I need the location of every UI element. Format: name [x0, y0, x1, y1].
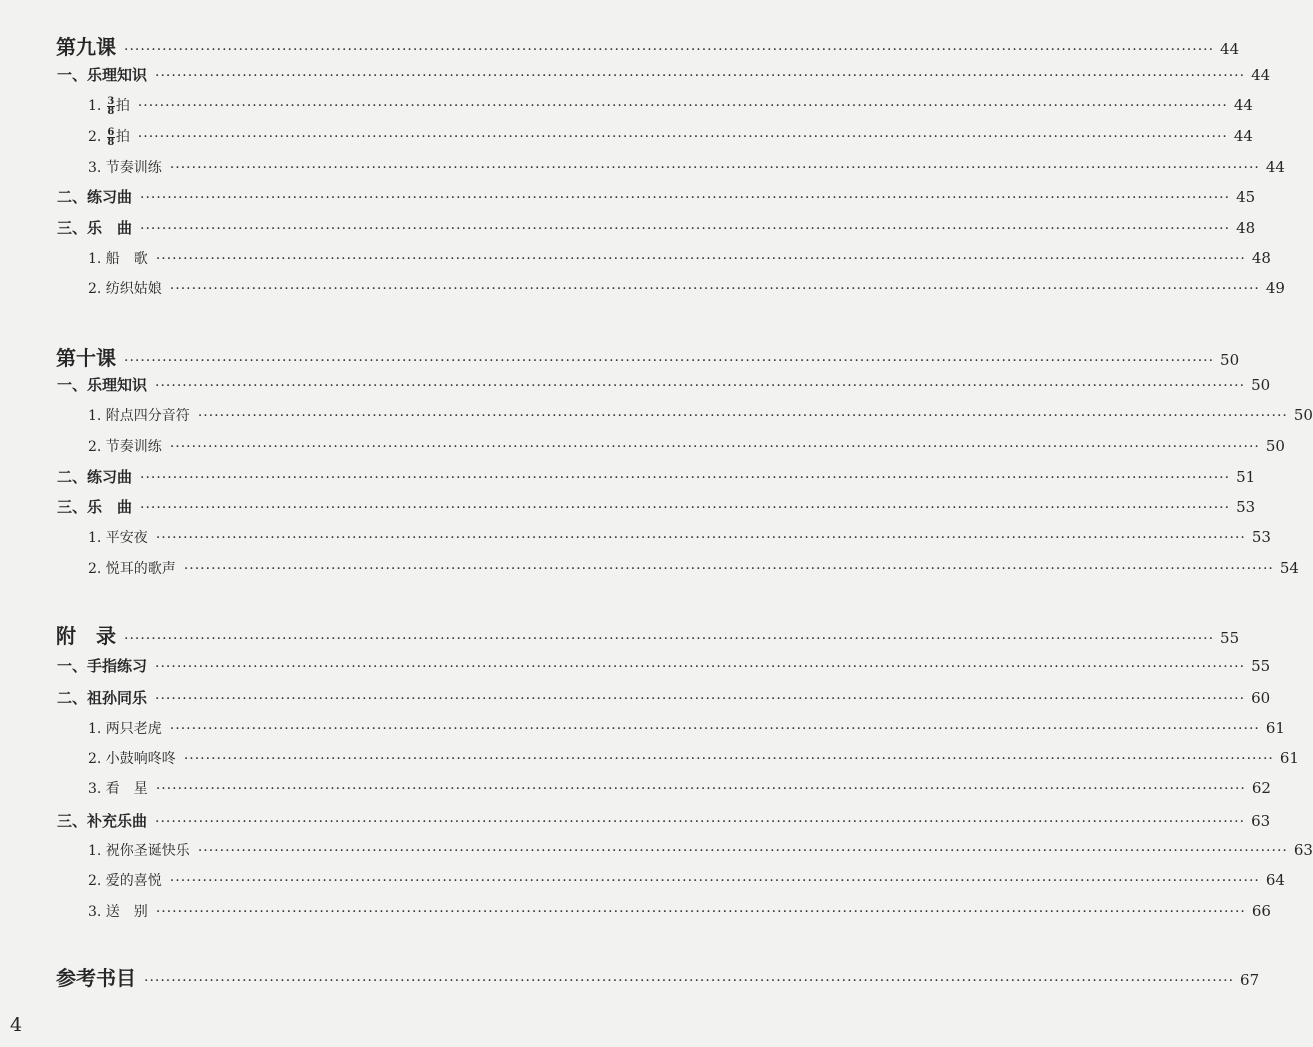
toc-item — [0, 405, 1313, 425]
toc-page-number: 45 — [1236, 188, 1256, 206]
toc-item — [0, 778, 1271, 798]
toc-page-number: 53 — [1236, 498, 1256, 516]
dot-leader: ········································································································································································································ — [155, 781, 1246, 797]
dot-leader: ········································································································································································································ — [197, 843, 1288, 859]
dot-leader: ········································································································································································································ — [144, 973, 1235, 989]
toc-entry-label: 3. 送 别 — [88, 904, 148, 920]
toc-section — [0, 466, 1256, 487]
toc-entry-label: 2. 悦耳的歌声 — [88, 561, 176, 577]
toc-entry-label: 1. 船 歌 — [88, 251, 148, 267]
page-number: 4 — [10, 1014, 23, 1036]
toc-item — [0, 248, 1271, 268]
toc-item — [0, 527, 1271, 547]
toc-section — [0, 687, 1271, 708]
toc-page-number: 50 — [1251, 376, 1271, 394]
toc-entry-label: 3. 节奏训练 — [88, 160, 162, 176]
dot-leader: ········································································································································································································ — [169, 721, 1260, 737]
toc-page-number: 63 — [1293, 841, 1313, 859]
toc-entry-label: 第十课 — [56, 346, 116, 370]
toc-entry-label: 二、练习曲 — [57, 188, 133, 206]
dot-leader: ········································································································································································································ — [124, 353, 1215, 369]
toc-page-number: 44 — [1233, 96, 1253, 114]
fraction-numerator: 3 — [107, 95, 115, 107]
dot-leader: ········································································································································································································ — [140, 470, 1231, 486]
dot-leader: ········································································································································································································ — [169, 160, 1260, 176]
dot-leader: ········································································································································································································ — [155, 251, 1246, 267]
toc-section — [0, 217, 1256, 238]
toc-page-number: 50 — [1265, 437, 1285, 455]
dot-leader: ········································································································································································································ — [169, 873, 1260, 889]
toc-entry-prefix: 1. — [88, 98, 106, 114]
toc-page-number: 44 — [1233, 127, 1253, 145]
dot-leader: ········································································································································································································ — [140, 221, 1231, 237]
toc-item — [0, 901, 1271, 921]
dot-leader: ········································································································································································································ — [169, 439, 1260, 455]
dot-leader: ········································································································································································································ — [140, 190, 1231, 206]
toc-page-number: 63 — [1251, 812, 1271, 830]
toc-page-number: 61 — [1265, 719, 1285, 737]
toc-page-number: 61 — [1279, 749, 1299, 767]
toc-page-number: 50 — [1220, 351, 1240, 369]
dot-leader: ········································································································································································································ — [155, 378, 1246, 394]
dot-leader: ········································································································································································································ — [124, 631, 1215, 647]
time-signature-fraction — [107, 128, 115, 147]
toc-item — [0, 558, 1299, 578]
toc-chapter — [0, 342, 1240, 371]
toc-page-number: 66 — [1251, 902, 1271, 920]
toc-entry-label: 一、手指练习 — [57, 657, 148, 675]
toc-item — [0, 718, 1285, 738]
toc-entry-label: 二、祖孙同乐 — [57, 689, 148, 707]
toc-page-number: 62 — [1251, 779, 1271, 797]
toc-item — [0, 870, 1285, 890]
dot-leader: ········································································································································································································ — [155, 691, 1246, 707]
toc-section — [0, 186, 1256, 207]
toc-page-number: 44 — [1265, 158, 1285, 176]
toc-entry-title: 拍 — [115, 129, 130, 145]
fraction-denominator: 8 — [107, 136, 115, 148]
toc-page-number: 55 — [1251, 657, 1271, 675]
toc-page-number: 53 — [1251, 528, 1271, 546]
dot-leader: ········································································································································································································ — [183, 751, 1274, 767]
dot-leader: ········································································································································································································ — [155, 68, 1246, 84]
toc-page-number: 67 — [1240, 971, 1260, 989]
dot-leader: ········································································································································································································ — [140, 500, 1231, 516]
toc-entry-title: 拍 — [115, 98, 130, 114]
toc-page-number: 64 — [1265, 871, 1285, 889]
toc-page-number: 48 — [1251, 249, 1271, 267]
dot-leader: ········································································································································································································ — [124, 42, 1215, 58]
toc-page-number: 54 — [1279, 559, 1299, 577]
toc-entry-label: 一、乐理知识 — [57, 376, 148, 394]
fraction-denominator: 8 — [107, 105, 115, 117]
toc-item — [0, 840, 1313, 860]
toc-chapter — [0, 962, 1260, 991]
toc-item — [0, 126, 1253, 148]
toc-section — [0, 374, 1271, 395]
toc-entry-label: 三、乐 曲 — [57, 219, 133, 237]
toc-page-number: 49 — [1265, 279, 1285, 297]
toc-chapter — [0, 31, 1240, 60]
toc-item — [0, 157, 1285, 177]
dot-leader: ········································································································································································································ — [155, 814, 1246, 830]
toc-item — [0, 95, 1253, 117]
dot-leader: ········································································································································································································ — [155, 530, 1246, 546]
toc-item — [0, 436, 1285, 456]
toc-entry-label: 参考书目 — [56, 966, 136, 990]
toc-item — [0, 748, 1299, 768]
dot-leader: ········································································································································································································ — [155, 904, 1246, 920]
toc-page-number: 44 — [1220, 40, 1240, 58]
toc-entry-label: 2. 爱的喜悦 — [88, 873, 162, 889]
toc-entry-label: 附 录 — [56, 624, 116, 648]
toc-entry-label: 三、补充乐曲 — [57, 812, 148, 830]
dot-leader: ········································································································································································································ — [155, 659, 1246, 675]
toc-section — [0, 655, 1271, 676]
toc-entry-label: 第九课 — [56, 35, 116, 59]
dot-leader: ········································································································································································································ — [137, 98, 1228, 114]
dot-leader: ········································································································································································································ — [169, 281, 1260, 297]
toc-page-number: 44 — [1251, 66, 1271, 84]
toc-entry-label: 2. 纺织姑娘 — [88, 281, 162, 297]
toc-entry-prefix: 2. — [88, 129, 106, 145]
toc-item — [0, 278, 1285, 298]
time-signature-fraction — [107, 97, 115, 116]
toc-entry-label: 1. 祝你圣诞快乐 — [88, 843, 190, 859]
toc-entry-label: 三、乐 曲 — [57, 498, 133, 516]
toc-section — [0, 810, 1271, 831]
toc-page-number: 48 — [1236, 219, 1256, 237]
toc-entry-label: 1. 附点四分音符 — [88, 408, 190, 424]
toc-entry-label — [88, 126, 130, 147]
toc-entry-label: 1. 两只老虎 — [88, 721, 162, 737]
toc-entry-label — [88, 95, 130, 116]
toc-entry-label: 3. 看 星 — [88, 781, 148, 797]
toc-page-number: 55 — [1220, 629, 1240, 647]
toc-section — [0, 64, 1271, 85]
toc-page-number: 50 — [1293, 406, 1313, 424]
dot-leader: ········································································································································································································ — [183, 561, 1274, 577]
toc-entry-label: 2. 节奏训练 — [88, 439, 162, 455]
toc-page-number: 60 — [1251, 689, 1271, 707]
toc-section — [0, 496, 1256, 517]
toc-chapter — [0, 620, 1240, 649]
toc-entry-label: 二、练习曲 — [57, 468, 133, 486]
fraction-numerator: 6 — [107, 126, 115, 138]
toc-page-number: 51 — [1236, 468, 1256, 486]
dot-leader: ········································································································································································································ — [197, 408, 1288, 424]
toc-entry-label: 2. 小鼓响咚咚 — [88, 751, 176, 767]
dot-leader: ········································································································································································································ — [137, 129, 1228, 145]
toc-entry-label: 1. 平安夜 — [88, 530, 148, 546]
toc-entry-label: 一、乐理知识 — [57, 66, 148, 84]
